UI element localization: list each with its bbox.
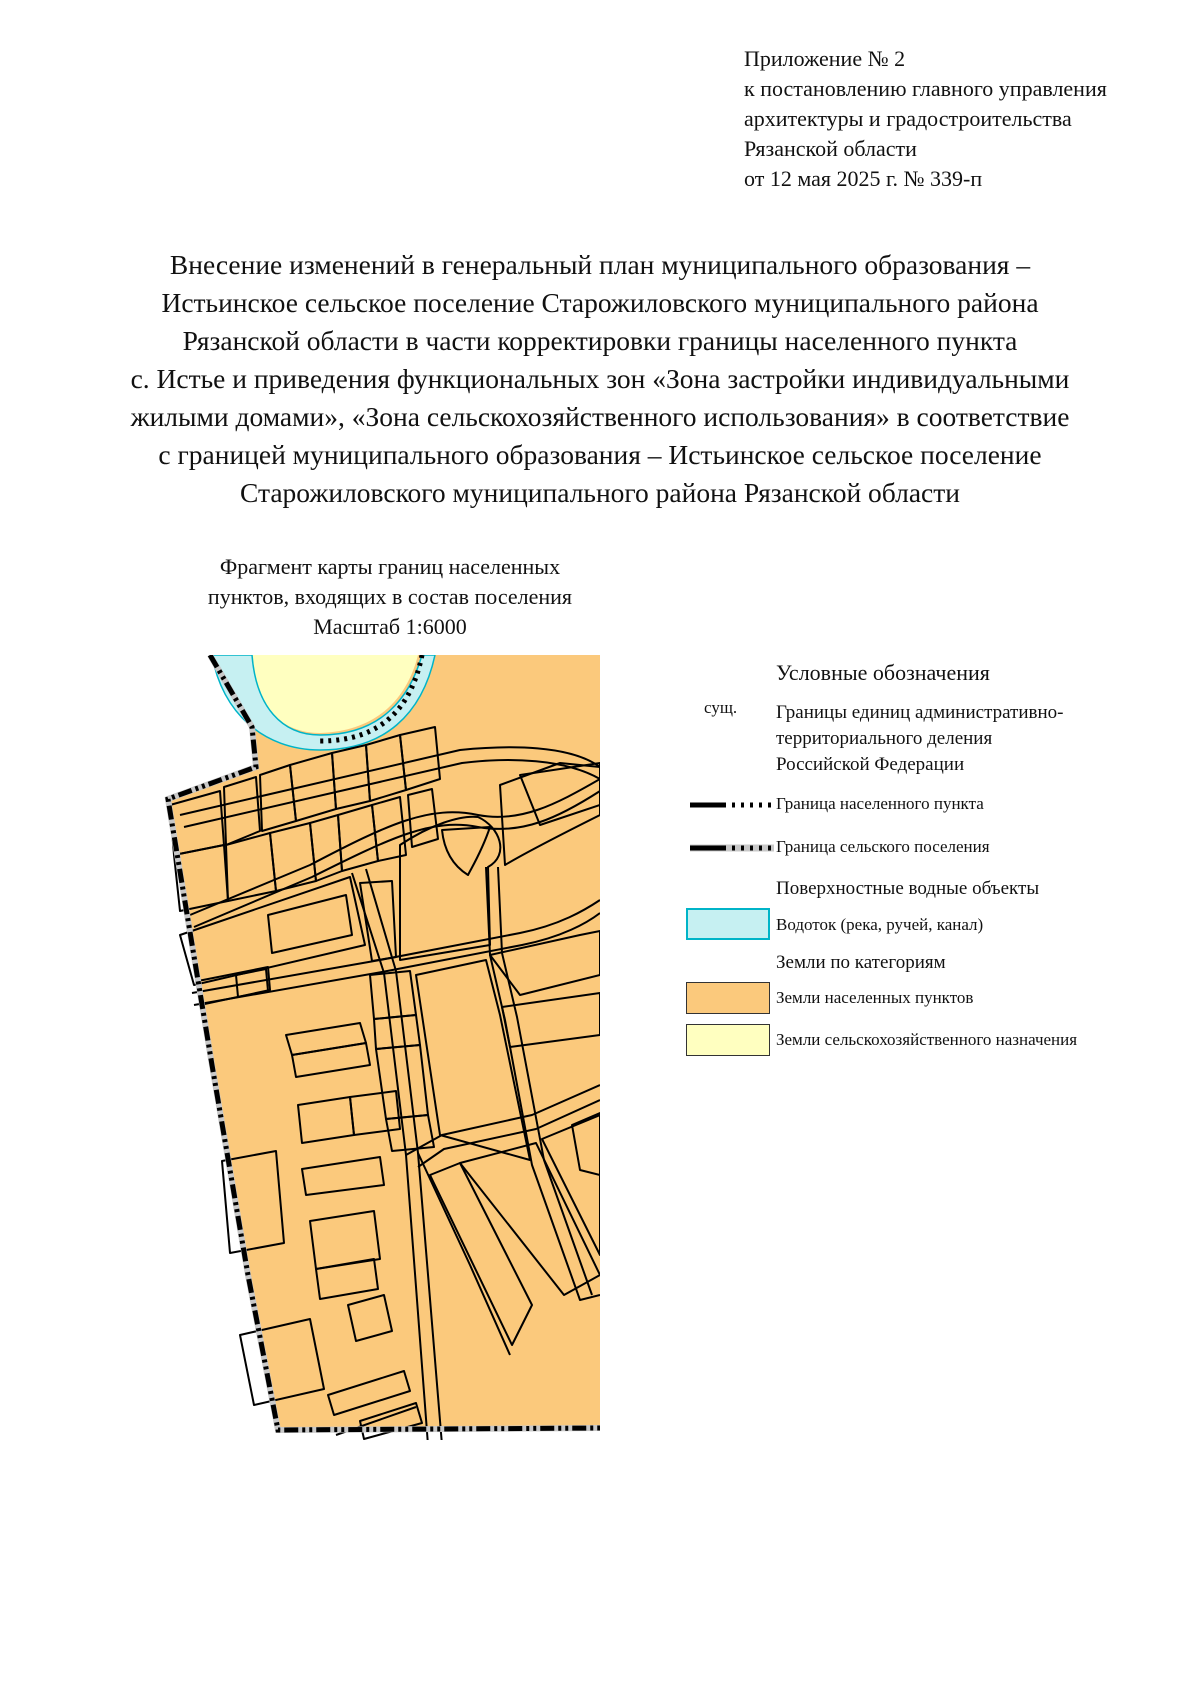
appendix-line: архитектуры и градостроительства (744, 106, 1072, 131)
watercourse-swatch (686, 908, 770, 940)
legend-agricultural-lands-label: Земли сельскохозяйственного назначения (776, 1030, 1078, 1049)
appendix-line: Приложение № 2 (744, 46, 906, 71)
legend-water-heading: Поверхностные водные объекты (776, 878, 1040, 899)
legend-settlement-boundary-label: Граница населенного пункта (776, 794, 984, 813)
title-line: Старожиловского муниципального района Рязанской области (240, 477, 960, 508)
legend-land-heading: Земли по категориям (776, 952, 946, 973)
map-fragment (160, 655, 600, 1440)
map-svg (160, 655, 600, 1440)
title-line: с. Истье и приведения функциональных зон «Зона застройки индивидуальными (130, 363, 1070, 394)
appendix-block (744, 44, 1164, 194)
appendix-line: Рязанской области (744, 136, 917, 161)
map-caption (140, 552, 640, 642)
rural-settlement-boundary-symbol (686, 841, 776, 855)
appendix-line: от 12 мая 2025 г. № 339-п (744, 166, 983, 191)
legend-title: Условные обозначения (776, 660, 990, 685)
legend-rural-boundary-label: Граница сельского поселения (776, 837, 990, 856)
settlement-boundary-symbol (686, 798, 776, 812)
title-line: Внесение изменений в генеральный план муниципального образования – (169, 249, 1031, 280)
caption-line: Фрагмент карты границ населенных (219, 554, 561, 579)
legend-watercourse-label: Водоток (река, ручей, канал) (776, 915, 984, 934)
admin-heading-line: Российской Федерации (776, 754, 965, 775)
agricultural-lands-swatch (686, 1024, 770, 1056)
title-line: Рязанской области в части корректировки границы населенного пункта (182, 325, 1018, 356)
title-line: жилыми домами», «Зона сельскохозяйственного использования» в соответствие (130, 401, 1070, 432)
document-title (40, 246, 1160, 512)
legend-existing-note: сущ. (704, 698, 738, 717)
legend-admin-heading (776, 700, 1064, 778)
title-line: с границей муниципального образования – Истьинское сельское поселение (158, 439, 1042, 470)
appendix-line: к постановлению главного управления (744, 76, 1107, 101)
caption-line: Масштаб 1:6000 (313, 614, 467, 639)
legend-settlement-lands-label: Земли населенных пунктов (776, 988, 974, 1007)
settlement-lands-swatch (686, 982, 770, 1014)
caption-line: пунктов, входящих в состав поселения (207, 584, 573, 609)
admin-heading-line: территориального деления (776, 728, 993, 749)
admin-heading-line: Границы единиц административно- (776, 702, 1064, 723)
title-line: Истьинское сельское поселение Старожиловского муниципального района (161, 287, 1039, 318)
